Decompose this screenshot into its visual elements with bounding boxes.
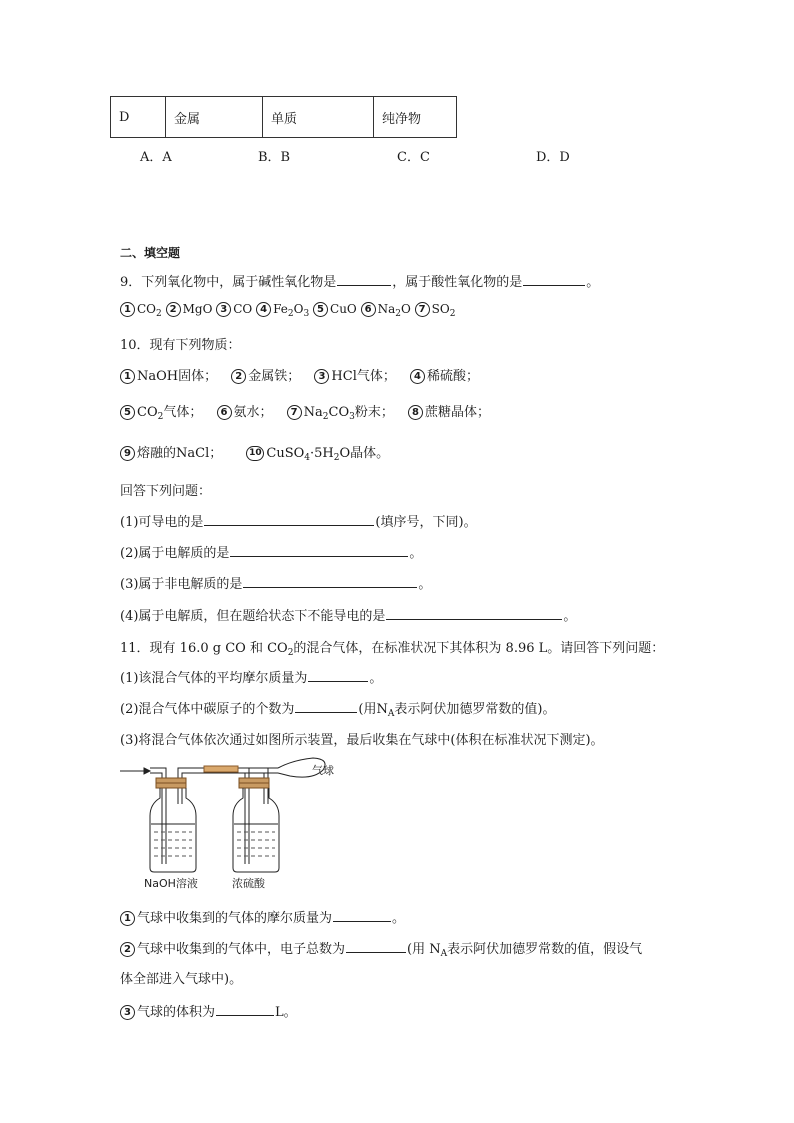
answer-blank[interactable]	[337, 273, 391, 286]
q11-part-3: (3)将混合气体依次通过如图所示装置，最后收集在气球中(体积在标准状况下测定)。	[120, 733, 604, 748]
answer-blank[interactable]	[346, 940, 406, 953]
answer-blank[interactable]	[333, 909, 391, 922]
q9-options: 1 $CO_2$ 2 MgO 3 CO 4 $Fe_2O_3$ 5 CuO 6 $Na_2O$ 7 $SO_2$	[120, 302, 455, 317]
q11-part-2: (2)混合气体中碳原子的个数为 (用$N_A$表示阿伏加德罗常数的值)。	[120, 702, 556, 719]
choice-a: A．A	[140, 150, 172, 165]
label-naoh: NaOH溶液	[144, 877, 198, 890]
table-cell: 金属	[166, 97, 263, 138]
rubber-connector	[204, 766, 238, 772]
question-9: 9．下列氧化物中，属于碱性氧化物是 ，属于酸性氧化物的是 。	[120, 275, 600, 290]
inlet-arrow-head	[144, 768, 150, 774]
answer-blank[interactable]	[523, 273, 585, 286]
choice-b: B．B	[258, 150, 291, 165]
q11-sub-2: 2 气球中收集到的气体中，电子总数为 (用 $N_A$表示阿伏加德罗常数的值，假设气	[120, 938, 642, 957]
answer-blank[interactable]	[230, 544, 408, 557]
q11-sub-1: 1 气球中收集到的气体的摩尔质量为 。	[120, 907, 405, 926]
q10-row-1: 1 NaOH固体； 2 金属铁； 3 HCl气体； 4 稀硫酸；	[120, 365, 479, 384]
question-10: 10．现有下列物质：	[120, 338, 241, 353]
answer-blank[interactable]	[216, 1003, 274, 1016]
q10-part-2: (2)属于电解质的是 。	[120, 546, 423, 561]
q11-sub-3: 3 气球的体积为 L。	[120, 1001, 297, 1020]
q10-part-3: (3)属于非电解质的是 。	[120, 577, 432, 592]
choice-d: D．D	[536, 150, 570, 165]
bottle2	[233, 788, 279, 872]
answer-blank[interactable]	[386, 607, 562, 620]
gas-washing-apparatus-figure	[118, 756, 348, 896]
answer-blank[interactable]	[308, 669, 368, 682]
choice-c: C．C	[397, 150, 430, 165]
table-row	[111, 97, 457, 138]
option-table	[110, 96, 457, 138]
bottle1	[150, 788, 196, 872]
label-acid: 浓硫酸	[232, 877, 265, 890]
table-cell: 纯净物	[374, 97, 457, 138]
answer-prompt: 回答下列问题：	[120, 484, 212, 499]
q10-part-1: (1)可导电的是 (填序号，下同)。	[120, 515, 477, 530]
q10-part-4: (4)属于电解质，但在题给状态下不能导电的是 。	[120, 609, 577, 624]
answer-blank[interactable]	[243, 575, 417, 588]
question-11: 11．现有 16.0 g CO 和 $CO_2$的混合气体，在标准状况下其体积为 8.96 L。请回答下列问题：	[120, 641, 665, 658]
q10-row-3: 9 熔融的NaCl； 10 $CuSO_4\cdot 5H_2O$晶体。	[120, 442, 389, 461]
table-cell: 单质	[263, 97, 374, 138]
answer-blank[interactable]	[295, 700, 357, 713]
section-title: 二、填空题	[120, 246, 181, 260]
answer-blank[interactable]	[204, 513, 374, 526]
table-cell: D	[111, 97, 166, 138]
q11-part-1: (1)该混合气体的平均摩尔质量为 。	[120, 671, 383, 686]
q11-sub-2-cont: 体全部进入气球中)。	[120, 972, 243, 987]
q10-row-2: 5 $CO_2$气体； 6 氨水； 7 $Na_2CO_3$粉末； 8 蔗糖晶体；	[120, 401, 490, 420]
label-balloon: 气球	[312, 764, 334, 777]
